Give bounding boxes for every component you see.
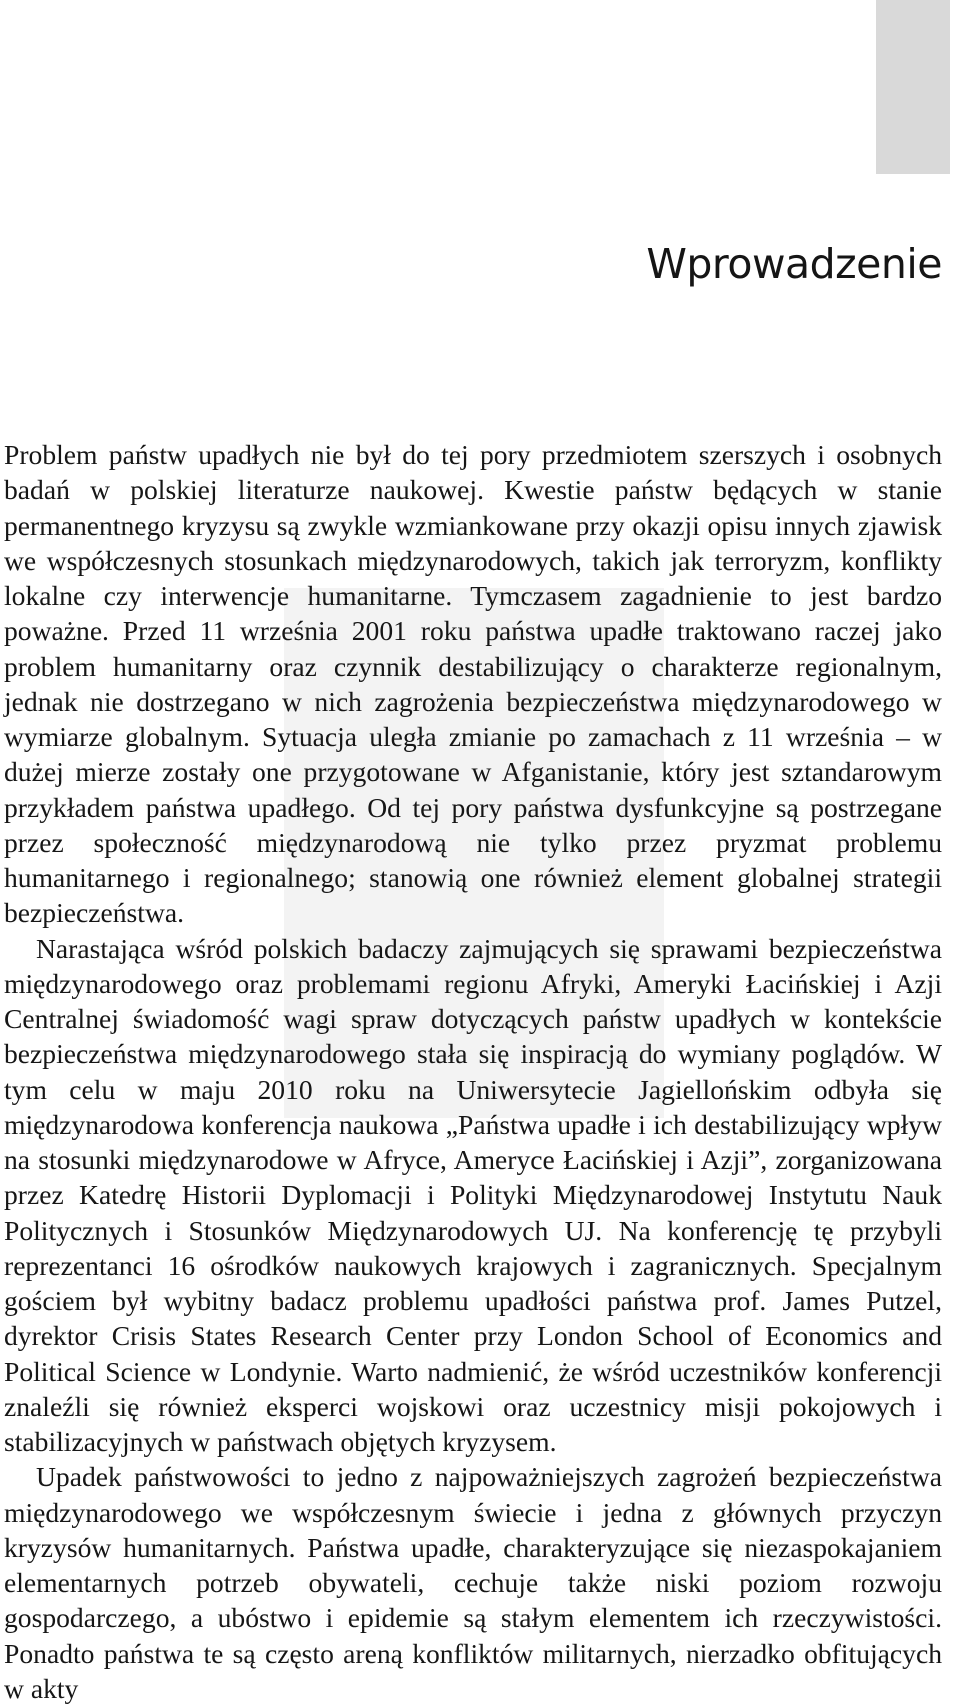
chapter-title: Wprowadzenie bbox=[646, 240, 942, 288]
chapter-tab-marker bbox=[876, 0, 950, 174]
paragraph-2: Narastająca wśród polskich badaczy zajmujących się sprawami bezpieczeństwa międzynarodowego oraz problemami regionu Afryki, Ameryki Łacińskiej i Azji Centralnej świadomość wagi spraw dotyczących państw upadłych w kontekście bezpieczeństwa międzynarodowego stała się inspiracją do wymiany poglądów. W tym celu w maju 2010 roku na Uniwersytecie Jagiellońskim odbyła się międzynarodowa konferencja naukowa „Państwa upadłe i ich destabilizujący wpływ na stosunki międzynarodowe w Afryce, Ameryce Łacińskiej i Azji”, zorganizowana przez Katedrę Historii Dyplomacji i Polityki Międzynarodowej Instytutu Nauk Politycznych i Stosunków Międzynarodowych UJ. Na konferencję tę przybyli reprezentanci 16 ośrodków naukowych krajowych i zagranicznych. Specjalnym gościem był wybitny badacz problemu upadłości państwa prof. James Putzel, dyrektor Crisis States Research Center przy London School of Economics and Political Science w Londynie. Warto nadmienić, że wśród uczestników konferencji znaleźli się również eksperci wojskowi oraz uczestnicy misji pokojowych i stabilizacyjnych w państwach objętych kryzysem. bbox=[4, 932, 942, 1457]
paragraph-3: Upadek państwowości to jedno z najpoważniejszych zagrożeń bezpieczeństwa międzynarodowego we współczesnym świecie i jedna z głównych przyczyn kryzysów humanitarnych. Państwa upadłe, charakteryzujące się niezaspokajaniem elementarnych potrzeb obywateli, cechuje także niski poziom rozwoju gospodarczego, a ubóstwo i epidemie są stałym elementem ich rzeczywistości. Ponadto państwa te są często areną konfliktów militarnych, nierzadko obfitujących w akty bbox=[4, 1461, 942, 1704]
paragraph-1: Problem państw upadłych nie był do tej pory przedmiotem szerszych i osobnych badań w polskiej literaturze naukowej. Kwestie państw będących w stanie permanentnego kryzysu są zwykle wzmiankowane przy okazji opisu innych zjawisk we współczesnych stosunkach międzynarodowych, takich jak terroryzm, konflikty lokalne czy interwencje humanitarne. Tymczasem zagadnienie to jest bardzo poważne. Przed 11 września 2001 roku państwa upadłe traktowano raczej jako problem humanitarny oraz czynnik destabilizujący o charakterze regionalnym, jednak nie dostrzegano w nich zagrożenia bezpieczeństwa międzynarodowego w wymiarze globalnym. Sytuacja uległa zmianie po zamachach z 11 września – w dużej mierze zostały one przygotowane w Afganistanie, który jest sztandarowym przykładem państwa upadłego. Od tej pory państwa dysfunkcyjne są postrzegane przez społeczność międzynarodową nie tylko przez pryzmat problemu humanitarnego i regionalnego; stanowią one również element globalnej strategii bezpieczeństwa. bbox=[4, 439, 942, 929]
body-text bbox=[4, 437, 942, 1706]
